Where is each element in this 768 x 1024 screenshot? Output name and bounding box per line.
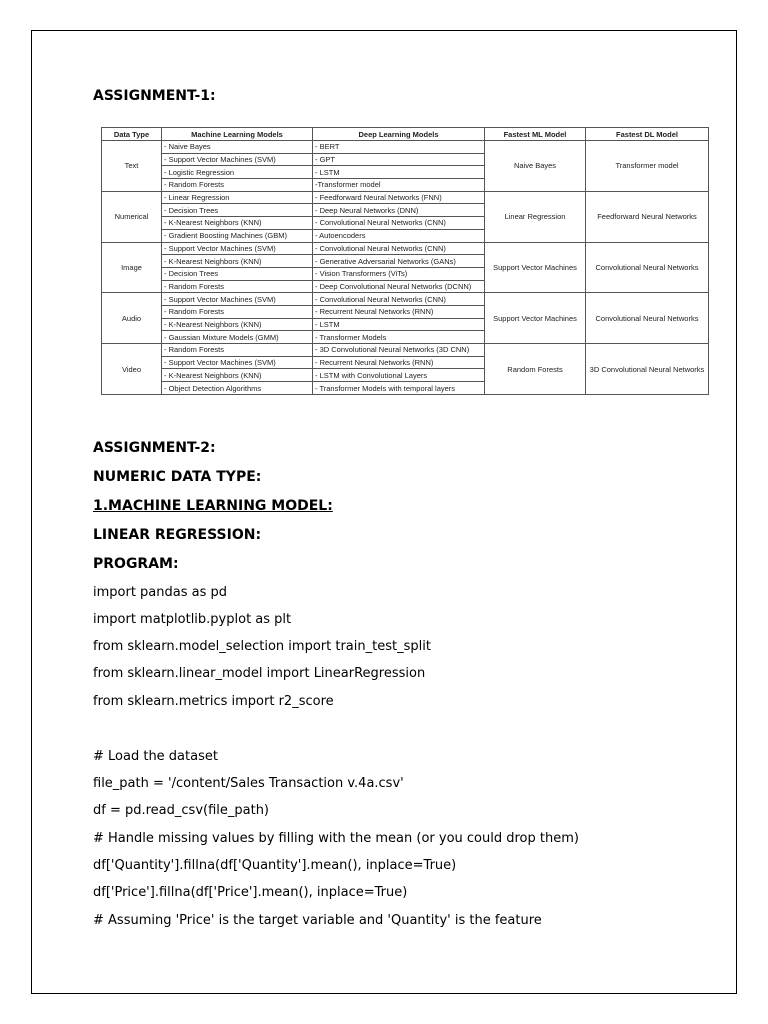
ml-model-heading: 1.MACHINE LEARNING MODEL: bbox=[93, 498, 333, 514]
ml-model-cell: - Random Forests bbox=[162, 179, 313, 192]
table-body bbox=[102, 141, 709, 395]
ml-model-cell: - Gaussian Mixture Models (GMM) bbox=[162, 331, 313, 344]
code-line: import matplotlib.pyplot as plt bbox=[93, 612, 292, 627]
dl-model-cell: - Generative Adversarial Networks (GANs) bbox=[313, 255, 485, 268]
code-line: df = pd.read_csv(file_path) bbox=[93, 803, 270, 818]
data-type-cell: Text bbox=[102, 141, 162, 192]
code-line: from sklearn.model_selection import train_test_split bbox=[93, 639, 431, 654]
fastest-ml-cell: Random Forests bbox=[485, 344, 586, 395]
dl-model-cell: - Transformer Models with temporal layers bbox=[313, 382, 485, 395]
fastest-dl-cell: Convolutional Neural Networks bbox=[586, 242, 709, 293]
dl-model-cell: -Transformer model bbox=[313, 179, 485, 192]
dl-model-cell: - Convolutional Neural Networks (CNN) bbox=[313, 293, 485, 306]
fastest-dl-cell: Transformer model bbox=[586, 141, 709, 192]
data-type-cell: Video bbox=[102, 344, 162, 395]
dl-model-cell: - Convolutional Neural Networks (CNN) bbox=[313, 217, 485, 230]
dl-model-cell: - Convolutional Neural Networks (CNN) bbox=[313, 242, 485, 255]
ml-model-cell: - Naive Bayes bbox=[162, 141, 313, 154]
code-line: # Assuming 'Price' is the target variable and 'Quantity' is the feature bbox=[93, 913, 542, 928]
header-fastest-dl: Fastest DL Model bbox=[586, 128, 709, 141]
dl-model-cell: - Recurrent Neural Networks (RNN) bbox=[313, 305, 485, 318]
dl-model-cell: - Vision Transformers (ViTs) bbox=[313, 267, 485, 280]
dl-model-cell: - LSTM bbox=[313, 166, 485, 179]
ml-model-cell: - Decision Trees bbox=[162, 204, 313, 217]
ml-model-cell: - Random Forests bbox=[162, 344, 313, 357]
table-header-row bbox=[102, 128, 709, 141]
data-type-cell: Image bbox=[102, 242, 162, 293]
ml-model-cell: - Support Vector Machines (SVM) bbox=[162, 293, 313, 306]
dl-model-cell: - Feedforward Neural Networks (FNN) bbox=[313, 191, 485, 204]
code-line: from sklearn.linear_model import LinearRegression bbox=[93, 666, 426, 681]
ml-model-cell: - K-Nearest Neighbors (KNN) bbox=[162, 369, 313, 382]
table-row bbox=[102, 344, 709, 357]
ml-model-cell: - Logistic Regression bbox=[162, 166, 313, 179]
data-type-cell: Audio bbox=[102, 293, 162, 344]
ml-model-cell: - Random Forests bbox=[162, 280, 313, 293]
ml-model-cell: - Gradient Boosting Machines (GBM) bbox=[162, 229, 313, 242]
program-heading: PROGRAM: bbox=[93, 556, 179, 572]
ml-model-cell: - Support Vector Machines (SVM) bbox=[162, 153, 313, 166]
ml-model-cell: - Decision Trees bbox=[162, 267, 313, 280]
ml-model-cell: - K-Nearest Neighbors (KNN) bbox=[162, 318, 313, 331]
linear-regression-heading: LINEAR REGRESSION: bbox=[93, 527, 262, 543]
header-data-type: Data Type bbox=[102, 128, 162, 141]
dl-model-cell: - BERT bbox=[313, 141, 485, 154]
table-row bbox=[102, 293, 709, 306]
dl-model-cell: - Deep Neural Networks (DNN) bbox=[313, 204, 485, 217]
code-line: df['Price'].fillna(df['Price'].mean(), inplace=True) bbox=[93, 885, 408, 900]
table-row bbox=[102, 191, 709, 204]
header-fastest-ml: Fastest ML Model bbox=[485, 128, 586, 141]
dl-model-cell: - GPT bbox=[313, 153, 485, 166]
ml-model-cell: - Support Vector Machines (SVM) bbox=[162, 356, 313, 369]
header-dl-models: Deep Learning Models bbox=[313, 128, 485, 141]
ml-model-cell: - Random Forests bbox=[162, 305, 313, 318]
dl-model-cell: - LSTM with Convolutional Layers bbox=[313, 369, 485, 382]
ml-model-cell: - K-Nearest Neighbors (KNN) bbox=[162, 255, 313, 268]
assignment-2-title: ASSIGNMENT-2: bbox=[93, 440, 216, 456]
ml-model-cell: - Object Detection Algorithms bbox=[162, 382, 313, 395]
table-row bbox=[102, 141, 709, 154]
dl-model-cell: - Autoencoders bbox=[313, 229, 485, 242]
ml-model-cell: - K-Nearest Neighbors (KNN) bbox=[162, 217, 313, 230]
ml-model-cell: - Support Vector Machines (SVM) bbox=[162, 242, 313, 255]
data-type-cell: Numerical bbox=[102, 191, 162, 242]
code-line: # Load the dataset bbox=[93, 749, 218, 764]
fastest-dl-cell: Feedforward Neural Networks bbox=[586, 191, 709, 242]
code-line: from sklearn.metrics import r2_score bbox=[93, 694, 334, 709]
code-line: file_path = '/content/Sales Transaction v.4a.csv' bbox=[93, 776, 404, 791]
fastest-dl-cell: 3D Convolutional Neural Networks bbox=[586, 344, 709, 395]
table-row bbox=[102, 242, 709, 255]
numeric-data-type-heading: NUMERIC DATA TYPE: bbox=[93, 469, 262, 485]
code-line: import pandas as pd bbox=[93, 585, 228, 600]
fastest-ml-cell: Linear Regression bbox=[485, 191, 586, 242]
dl-model-cell: - Recurrent Neural Networks (RNN) bbox=[313, 356, 485, 369]
assignment-1-title: ASSIGNMENT-1: bbox=[93, 88, 216, 104]
header-ml-models: Machine Learning Models bbox=[162, 128, 313, 141]
dl-model-cell: - Transformer Models bbox=[313, 331, 485, 344]
fastest-ml-cell: Support Vector Machines bbox=[485, 293, 586, 344]
dl-model-cell: - LSTM bbox=[313, 318, 485, 331]
code-line: # Handle missing values by filling with the mean (or you could drop them) bbox=[93, 831, 579, 846]
fastest-ml-cell: Naive Bayes bbox=[485, 141, 586, 192]
code-line: df['Quantity'].fillna(df['Quantity'].mean(), inplace=True) bbox=[93, 858, 457, 873]
fastest-ml-cell: Support Vector Machines bbox=[485, 242, 586, 293]
dl-model-cell: - Deep Convolutional Neural Networks (DCNN) bbox=[313, 280, 485, 293]
models-table bbox=[101, 127, 709, 395]
fastest-dl-cell: Convolutional Neural Networks bbox=[586, 293, 709, 344]
dl-model-cell: - 3D Convolutional Neural Networks (3D CNN) bbox=[313, 344, 485, 357]
ml-model-cell: - Linear Regression bbox=[162, 191, 313, 204]
